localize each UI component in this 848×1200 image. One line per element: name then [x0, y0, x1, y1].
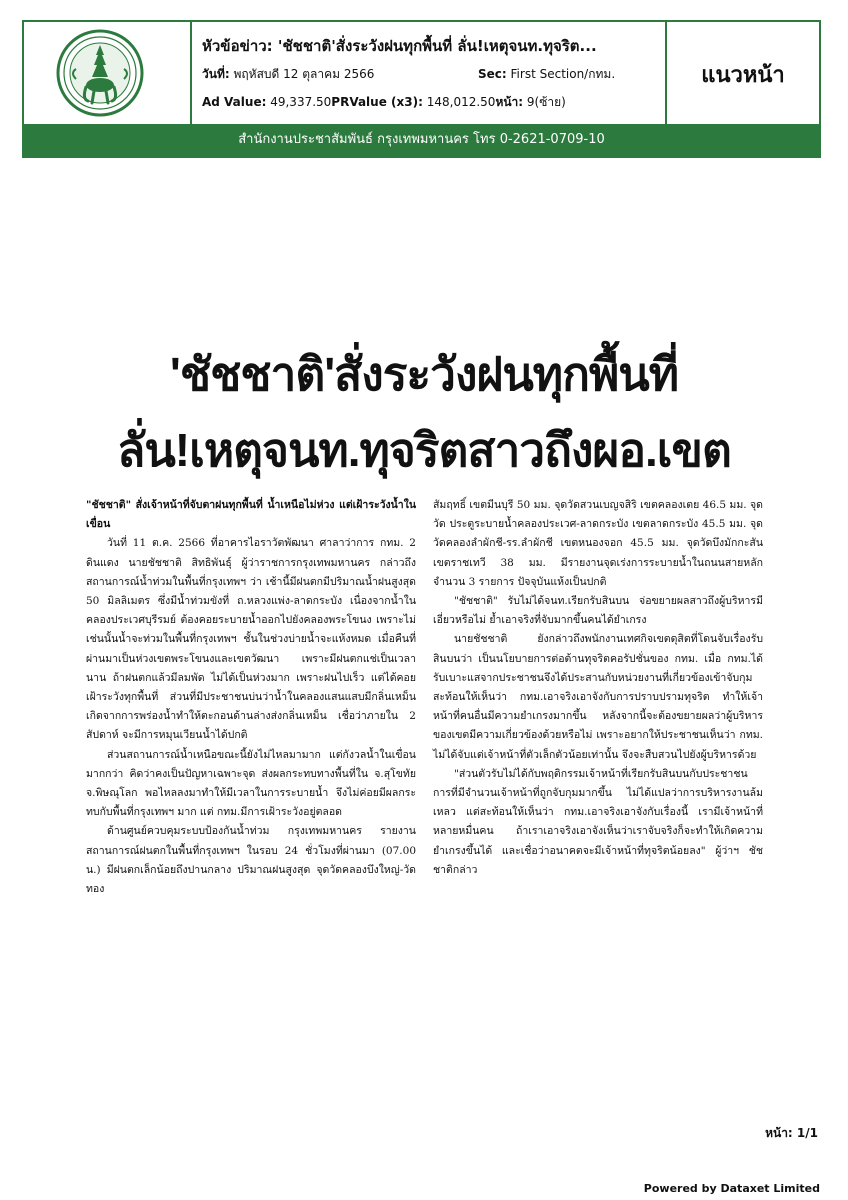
value-row — [202, 88, 665, 116]
article-column-left — [86, 496, 416, 896]
page-label: หน้า: — [495, 95, 524, 109]
ad-value: 49,337.50 — [270, 95, 332, 109]
article-headline-line2: ลั่น!เหตุจนท.ทุจริตสาวถึงผอ.เขต — [117, 424, 731, 476]
article-paragraph: "ส่วนตัวรับไม่ได้กับพฤติกรรมเจ้าหน้าที่เรียกรับสินบนกับประชาชน การที่มีจำนวนเจ้าหน้าที่ถูกจับกุมมากขึ้น ไม่ได้แปลว่าการบริหารงานล้มเหลว แต่สะท้อนให้เห็นว่า กทม.เอาจริงเอาจังกับเรื่องนี้ เรามีเจ้าหน้าที่หลายหมื่นคน ถ้าเราเอาจริงเอาจังเห็นว่าเราจับจริงก็จะทำให้เกิดความยำเกรงขึ้นได้ และเชื่อว่าอนาคตจะมีเจ้าหน้าที่ทุจริตน้อยลง" ผู้ว่าฯ ชัชชาติกล่าว — [433, 767, 763, 876]
clipping-info — [192, 22, 667, 126]
page-count: หน้า: 1/1 — [765, 1126, 818, 1140]
article-lead: "ชัชชาติ" สั่งเจ้าหน้าที่จับตาฝนทุกพื้นที่ น้ำเหนือไม่ห่วง แต่เฝ้าระวังน้ำในเขื่อน — [86, 499, 416, 531]
headline-value: 'ชัชชาติ'สั่งระวังฝนทุกพื้นที่ ลั่น!เหตุจนท.ทุจริต... — [277, 37, 597, 55]
date-value: พฤหัสบดี 12 ตุลาคม 2566 — [233, 67, 375, 81]
ad-value-label: Ad Value: — [202, 95, 267, 109]
newspaper-name: แนวหน้า — [701, 62, 785, 88]
article-headline-line1: 'ชัชชาติ'สั่งระวังฝนทุกพื้นที่ — [169, 348, 679, 400]
article-column-right — [433, 496, 763, 876]
powered-by: Powered by Dataxet Limited — [643, 1182, 820, 1195]
article-paragraph: สัมฤทธิ์ เขตมีนบุรี 50 มม. จุดวัดสวนเบญจสิริ เขตคลองเตย 46.5 มม. จุดวัด ประตูระบายน้ำคลองประเวศ-ลาดกระบัง เขตลาดกระบัง 45.5 มม. จุดวัดคลองลำผักชี-รร.ลำผักชี เขตหนองจอก 45.5 มม. จุดวัดบึงมักกะสัน เขตราชเทวี 38 มม. มีรายงานจุดเร่งการระบายน้ำในถนนสายหลัก จำนวน 3 รายการ ปัจจุบันแห้งเป็นปกติ — [433, 499, 763, 588]
date-label: วันที่: — [202, 67, 230, 81]
article-paragraph: นายชัชชาติ ยังกล่าวถึงพนักงานเทศกิจเขตดุสิตที่โดนจับเรื่องรับสินบนว่า เป็นนโยบายการต่อต้านทุจริตคอรัปชั่นของ กทม. เมื่อ กทม.ได้รับเบาะแสจากประชาชนจึงได้ประสานกับหน่วยงานที่เกี่ยวข้องเข้าจับกุม สะท้อนให้เห็นว่า กทม.เอาจริงเอาจังกับการปราบปรามทุจริต ทำให้เจ้าหน้าที่คนอื่นมีความยำเกรงมากขึ้น หลังจากนี้จะต้องขยายผลว่าผู้บริหารของเขตมีความเกี่ยวข้องด้วยหรือไม่ เพราะอยากให้ประชาชนเห็นว่า กทม. ไม่ได้จับแต่เจ้าหน้าที่ตัวเล็กตัวน้อยเท่านั้น จึงจะสืบสวนไปยังผู้บริหารด้วย — [433, 633, 763, 761]
article-paragraph: ด้านศูนย์ควบคุมระบบป้องกันน้ำท่วม กรุงเทพมหานคร รายงานสถานการณ์ฝนตกในพื้นที่กรุงเทพฯ ในรอบ 24 ชั่วโมงที่ผ่านมา (07.00 น.) มีฝนตกเล็กน้อยถึงปานกลาง ปริมาณฝนสูงสุด จุดวัดคลองบึงใหญ่-วัดทอง — [86, 825, 416, 896]
section-label: Sec: — [478, 67, 507, 81]
logo-cell — [24, 22, 192, 126]
clipping-header — [22, 20, 821, 158]
headline-row — [202, 32, 665, 60]
page-value: 9(ซ้าย) — [526, 95, 566, 109]
section-value: First Section/กทม. — [510, 67, 616, 81]
article-paragraph: ส่วนสถานการณ์น้ำเหนือขณะนี้ยังไม่ไหลมามาก แต่กังวลน้ำในเขื่อนมากกว่า คิดว่าคงเป็นปัญหาเฉพาะจุด ส่งผลกระทบทางพื้นที่ใน จ.สุโขทัย จ.พิษณุโลก พอไหลลงมาทำให้มีเวลาในการระบายน้ำ จึงไม่ค่อยมีผลกระทบกับพื้นที่กรุงเทพฯ มาก แต่ กทม.มีการเฝ้าระวังอยู่ตลอด — [86, 748, 416, 819]
date-row — [202, 60, 665, 88]
headline-label: หัวข้อข่าว: — [202, 37, 273, 55]
article-paragraph: วันที่ 11 ต.ค. 2566 ที่อาคารไอราวัตพัฒนา ศาลาว่าการ กทม. 2 ดินแดง นายชัชชาติ สิทธิพันธุ์ ผู้ว่าราชการกรุงเทพมหานคร กล่าวถึงสถานการณ์น้ำท่วมในพื้นที่กรุงเทพฯ ว่า เช้านี้มีฝนตกมีปริมาณน้ำฝนสูงสุด 50 มิลลิเมตร ซึ่งมีน้ำท่วมขังที่ ถ.หลวงแพ่ง-ลาดกระบัง เนื่องจากน้ำในคลองประเวศบุรีรมย์ ต้องคอยระบายน้ำออกไปยังคลองพระโขนง เพราะไม่เช่นนั้นน้ำจะท่วมในพื้นที่กรุงเทพฯ ชั้นในช่วงบ่ายน้ำจะแห้งหมด เมื่อคืนที่ผ่านมาเป็นห่วงเขตพระโขนงและเขตวัฒนา เพราะมีฝนตกแช่เป็นเวลานาน ถ้าฝนตกแล้วมีลมพัด ไม่ได้เป็นห่วงมาก เพราะฝนไปเร็ว แต่ได้คอยเฝ้าระวังทุกพื้นที่ ส่วนที่มีประชาชนบ่นว่าน้ำในคลองแสนแสบมีกลิ่นเหม็น เกิดจากการพร่องน้ำทำให้ตะกอนด้านล่างส่งกลิ่นเหม็น เชื่อว่าภายใน 2 สัปดาห์ จะมีการหมุนเวียนน้ำได้ปกติ — [86, 537, 416, 742]
bangkok-city-seal-icon — [56, 29, 144, 117]
pr-value: 148,012.50 — [426, 95, 496, 109]
pr-value-label: PRValue (x3): — [331, 95, 423, 109]
office-banner: สำนักงานประชาสัมพันธ์ กรุงเทพมหานคร โทร 0-2621-0709-10 — [24, 124, 819, 156]
section-info — [478, 60, 615, 88]
article-subhead: "ชัชชาติ" รับไม่ได้จนท.เรียกรับสินบน จ่อขยายผลสาวถึงผู้บริหารมีเอี่ยวหรือไม่ ย้ำเอาจริงที่จับมากขึ้นคนได้ยำเกรง — [433, 595, 763, 627]
